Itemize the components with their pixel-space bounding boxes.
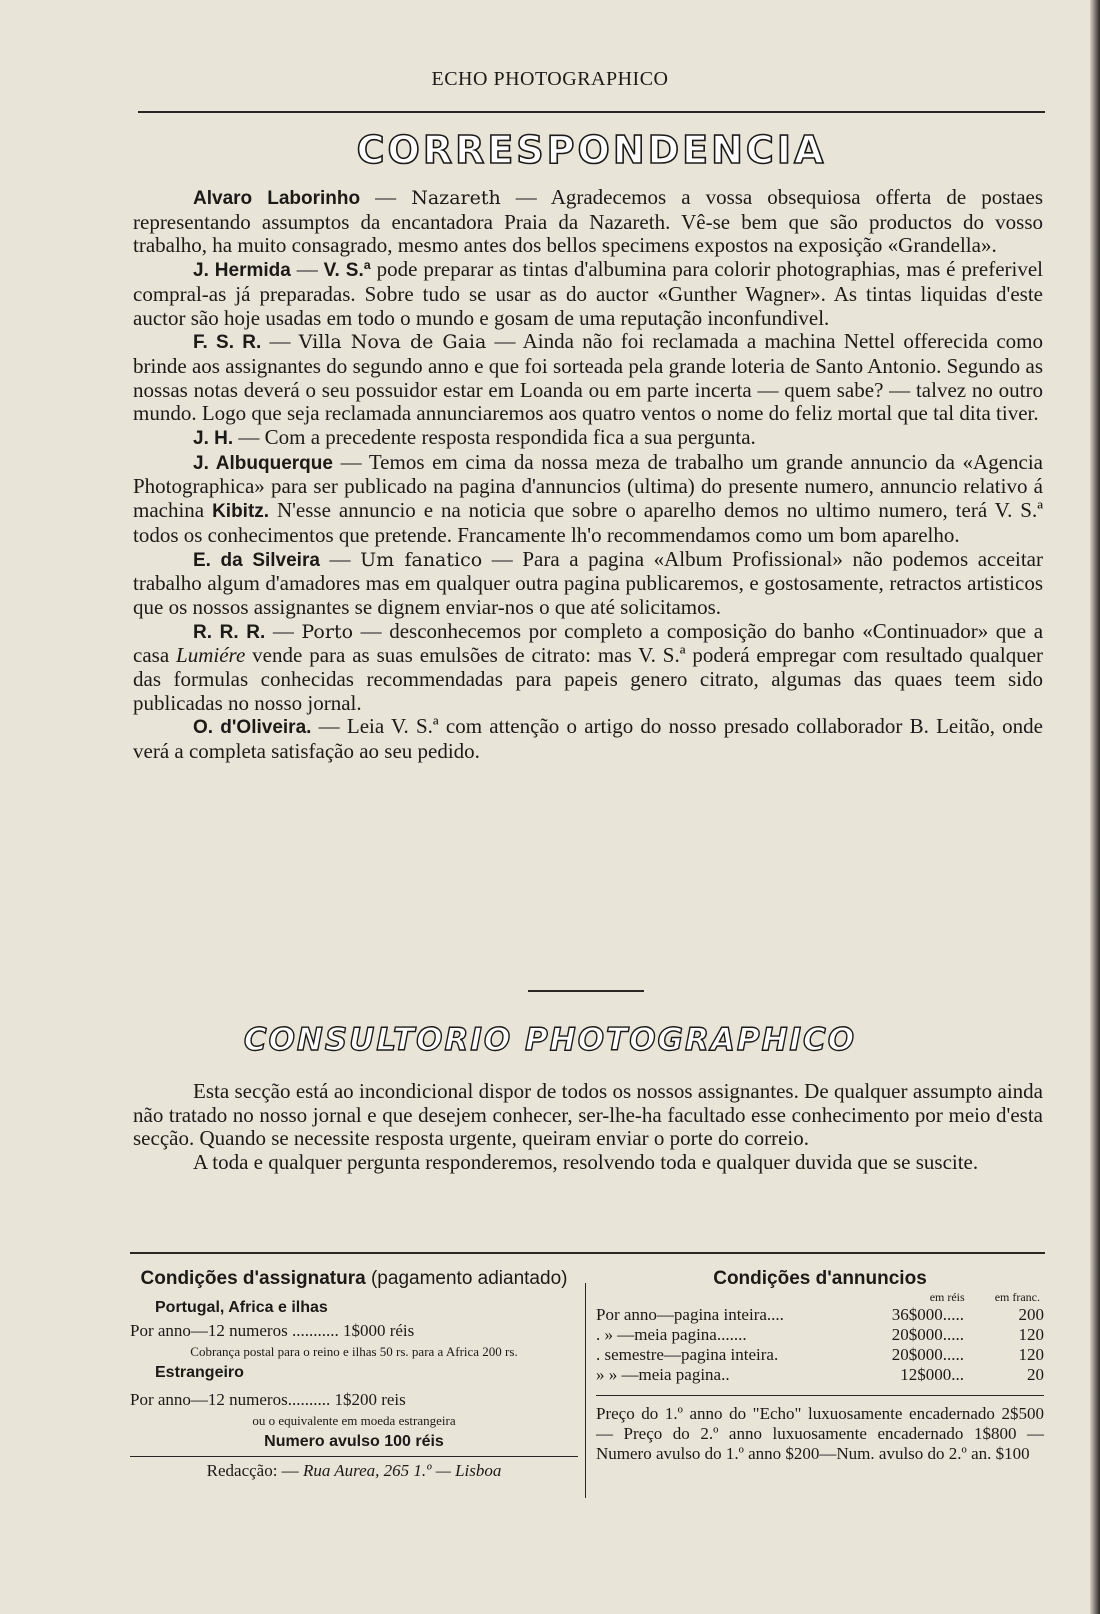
price-line-portugal: Por anno—12 numeros ........... 1$000 réis	[130, 1321, 415, 1340]
annuncio-row	[596, 1325, 1044, 1345]
annuncios-column-heads	[596, 1290, 1040, 1305]
region-estrangeiro: Estrangeiro	[155, 1364, 244, 1381]
entry-text: Para a pagina «Album Profissional» não podemos acceitar trabalho algum d'amadores mas em qualquer outra pagina publicaremos, e gostosamente, retractos artisticos que os nossos assignantes se dignem enviar-nos o que até solicitamos.	[133, 546, 1043, 619]
entry-bold-word: Kibitz.	[212, 501, 270, 523]
consultorio-paragraph: A toda e qualquer pergunta responderemos, resolvendo toda e qualquer duvida que se suscite.	[193, 1150, 979, 1175]
annuncio-label: » » —meia pagina..	[596, 1365, 730, 1384]
assignatura-title	[130, 1268, 578, 1290]
section-title-correspondencia: CORRESPONDENCIA	[356, 128, 827, 172]
entry-text: vende para as suas emulsões de citrato: mas V. S.ª poderá empregar com resultado qualquer das formulas conhecidas recommendadas para papeis genero citrato, algumas das quaes teem sido publicadas no nosso jornal.	[133, 643, 1044, 715]
entry-place: Villa Nova de Gaia	[298, 331, 487, 354]
annuncio-franc: 120	[1018, 1345, 1044, 1364]
header-rule	[138, 111, 1045, 113]
entry-place: Um fanatico	[360, 548, 483, 571]
entry-name: F. S. R.	[193, 332, 262, 354]
consultorio-body	[133, 1080, 1043, 1175]
entry-name: J. H.	[193, 428, 234, 450]
entry-text: Agradecemos a vossa obsequiosa offerta de postaes representando assumptos da encantadora Praia da Nazareth. Vê-se bem que são productos do vosso trabalho, ha muito consagrado, mesmo antes dos bellos specimens expostos na exposição «Grandella».	[133, 185, 1044, 258]
annuncio-row	[596, 1305, 1044, 1325]
redaccao-line	[130, 1461, 578, 1481]
region-portugal: Portugal, Africa e ilhas	[155, 1299, 328, 1316]
entry-text: N'esse annuncio e na noticia que sobre o aparelho demos no ultimo numero, terá V. S.ª todos os conhecimentos que pretende. Francamente lh'o recommendamos como um bom aparelho.	[133, 498, 1044, 547]
redaccao-label: Redacção: —	[206, 1461, 299, 1480]
entry-name: E. da Silveira	[193, 549, 320, 571]
correspondencia-body	[133, 186, 1043, 764]
running-header: ECHO PHOTOGRAPHICO	[431, 68, 669, 90]
section-divider	[528, 990, 644, 992]
annuncio-reis: 12$000...	[900, 1365, 964, 1384]
annuncio-reis: 20$000.....	[891, 1345, 964, 1364]
section-title-consultorio: CONSULTORIO PHOTOGRAPHICO	[243, 1022, 857, 1058]
entry-name: J. Albuquerque	[193, 452, 333, 474]
annuncio-label: . » —meia pagina.......	[596, 1325, 747, 1344]
entry-text: Temos em cima da nossa meza de trabalho um grande annuncio da «Agencia Photographica» para ser publicado na pagina d'annuncios (ultima) do presente numero, annuncio relativo á machina	[133, 449, 1043, 523]
assignatura-box	[130, 1268, 578, 1481]
entry-text: Leia V. S.ª com attenção o artigo do nosso presado collaborador B. Leitão, onde verá a completa satisfação ao seu pedido.	[133, 714, 1044, 764]
annuncios-note: Preço do 1.º anno do "Echo" luxuosamente encadernado 2$500 — Preço do 2.º anno luxuosamente encadernado 1$800 — Numero avulso do 1.º anno $200—Num. avulso do 2.º an. $100	[596, 1404, 1044, 1463]
entry-place: Porto	[301, 620, 354, 643]
annuncio-label: . semestre—pagina inteira.	[596, 1345, 779, 1364]
col-head-franc: em franc.	[994, 1290, 1040, 1304]
entry-paragraph: F. S. R. — Villa Nova de Gaia — Ainda não foi reclamada a machina Nettel offerecida como brinde aos assignantes do segundo anno e que foi sorteada pela grande loteria de Santo Antonio. Segundo as nossas notas deverá o seu possuidor estar em Loanda ou em parte incerta — quem sabe? — talvez no outro mundo. Logo que seja reclamada annunciaremos aos quatro ventos o nome do feliz mortal que tal dita tiver.	[133, 329, 1043, 426]
entry-text: Com a precedente resposta respondida fica a sua pergunta.	[264, 425, 756, 450]
annuncios-box	[596, 1268, 1044, 1464]
footer-rule	[130, 1252, 1045, 1254]
page-edge-shadow	[1090, 0, 1100, 1614]
price-line-estrangeiro: Por anno—12 numeros.......... 1$200 reis	[130, 1390, 406, 1409]
entry-text: pode preparar as tintas d'albumina para colorir photographias, mas é preferivel compral-as já preparadas. Sobre tudo se usar as do auctor «Gunther Wagner». As tintas liquidas d'este auctor são hoje usadas em todo o mundo e gosam de uma reputação inconfundivel.	[133, 257, 1044, 330]
entry-paragraph: E. da Silveira — Um fanatico — Para a pagina «Album Profissional» não podemos acceitar trabalho algum d'amadores mas em qualquer outra pagina publicaremos, e gostosamente, retractos artisticos que os nossos assignantes se dignem enviar-nos o que até solicitamos.	[133, 546, 1043, 619]
annuncio-row	[596, 1365, 1044, 1385]
assignatura-title-note: (pagamento adiantado)	[370, 1268, 568, 1289]
entry-paragraph: Alvaro Laborinho — Nazareth — Agradecemos a vossa obsequiosa offerta de postaes representando assumptos da encantadora Praia da Nazareth. Vê-se bem que são productos do vosso trabalho, ha muito consagrado, mesmo antes dos bellos specimens expostos na exposição «Grandella».	[133, 185, 1044, 258]
entry-text: desconhecemos por completo a composição do banho «Continuador» que a casa	[133, 618, 1044, 668]
entry-text: Ainda não foi reclamada a machina Nettel offerecida como brinde aos assignantes do segundo anno e que foi sorteada pela grande loteria de Santo Antonio. Segundo as nossas notas deverá o seu possuidor estar em Loanda ou em parte incerta — quem sabe? — talvez no outro mundo. Logo que seja reclamada annunciaremos aos quatro ventos o nome do feliz mortal que tal dita tiver.	[133, 329, 1043, 426]
annuncio-reis: 20$000.....	[891, 1325, 964, 1344]
entry-paragraph: R. R. R. — Porto — desconhecemos por completo a composição do banho «Continuador» que a casa Lumiére vende para as suas emulsões de citrato: mas V. S.ª poderá empregar com resultado qualquer das formulas conhecidas recommendadas para papeis genero citrato, algumas das quaes teem sido publicadas no nosso jornal.	[133, 618, 1044, 715]
entry-name: O. d'Oliveira.	[193, 717, 312, 739]
entry-italic-word: Lumiére	[176, 643, 246, 668]
entry-paragraph: O. d'Oliveira. — Leia V. S.ª com attenção o artigo do nosso presado collaborador B. Leitão, onde verá a completa satisfação ao seu pedido.	[133, 714, 1044, 764]
entry-paragraph: J. Albuquerque — Temos em cima da nossa meza de trabalho um grande annuncio da «Agencia Photographica» para ser publicado na pagina d'annuncios (ultima) do presente numero, annuncio relativo á machina Kibitz. N'esse annuncio e na noticia que sobre o aparelho demos no ultimo numero, terá V. S.ª todos os conhecimentos que pretende. Francamente lh'o recommendamos como um bom aparelho.	[133, 449, 1044, 547]
equivalente-note: ou o equivalente em moeda estrangeira	[252, 1413, 456, 1428]
annuncio-franc: 120	[1018, 1325, 1044, 1344]
annuncio-label: Por anno—pagina inteira....	[596, 1305, 784, 1324]
col-head-reis: em réis	[929, 1290, 965, 1304]
entry-paragraph: J. Hermida — V. S.ª pode preparar as tintas d'albumina para colorir photographias, mas é preferivel compral-as já preparadas. Sobre tudo se usar as do auctor «Gunther Wagner». As tintas liquidas d'este auctor são hoje usadas em todo o mundo e gosam de uma reputação inconfundivel.	[133, 257, 1044, 330]
assignatura-title-text: Condições d'assignatura	[140, 1268, 366, 1289]
entry-paragraph: J. H. — Com a precedente resposta respondida fica a sua pergunta.	[193, 425, 756, 450]
consultorio-paragraph: Esta secção está ao incondicional dispor de todos os nossos assignantes. De qualquer assumpto ainda não tratado no nosso jornal e que desejem conhecer, ser-lhe-ha facultado esse conhecimento por meio d'esta secção. Quando se necessite resposta urgente, queiram enviar o porte do correio.	[133, 1079, 1043, 1151]
annuncios-rule	[596, 1395, 1044, 1396]
assignatura-rule	[130, 1456, 578, 1457]
annuncio-row	[596, 1345, 1044, 1365]
entry-name: Alvaro Laborinho	[193, 188, 361, 209]
entry-lead: V. S.ª	[323, 260, 371, 282]
annuncio-franc: 200	[1018, 1305, 1044, 1324]
annuncio-reis: 36$000.....	[891, 1305, 964, 1324]
entry-place: Nazareth	[411, 187, 501, 209]
cobranca-note: Cobrança postal para o reino e ilhas 50 rs. para a Africa 200 rs.	[190, 1344, 518, 1359]
annuncios-title: Condições d'annuncios	[713, 1268, 927, 1289]
redaccao-address: Rua Aurea, 265 1.º — Lisboa	[302, 1461, 502, 1480]
numero-avulso: Numero avulso 100 réis	[264, 1433, 444, 1450]
annuncio-franc: 20	[1027, 1365, 1044, 1384]
column-separator	[585, 1283, 586, 1498]
entry-name: J. Hermida	[193, 260, 291, 282]
entry-name: R. R. R.	[193, 621, 266, 643]
